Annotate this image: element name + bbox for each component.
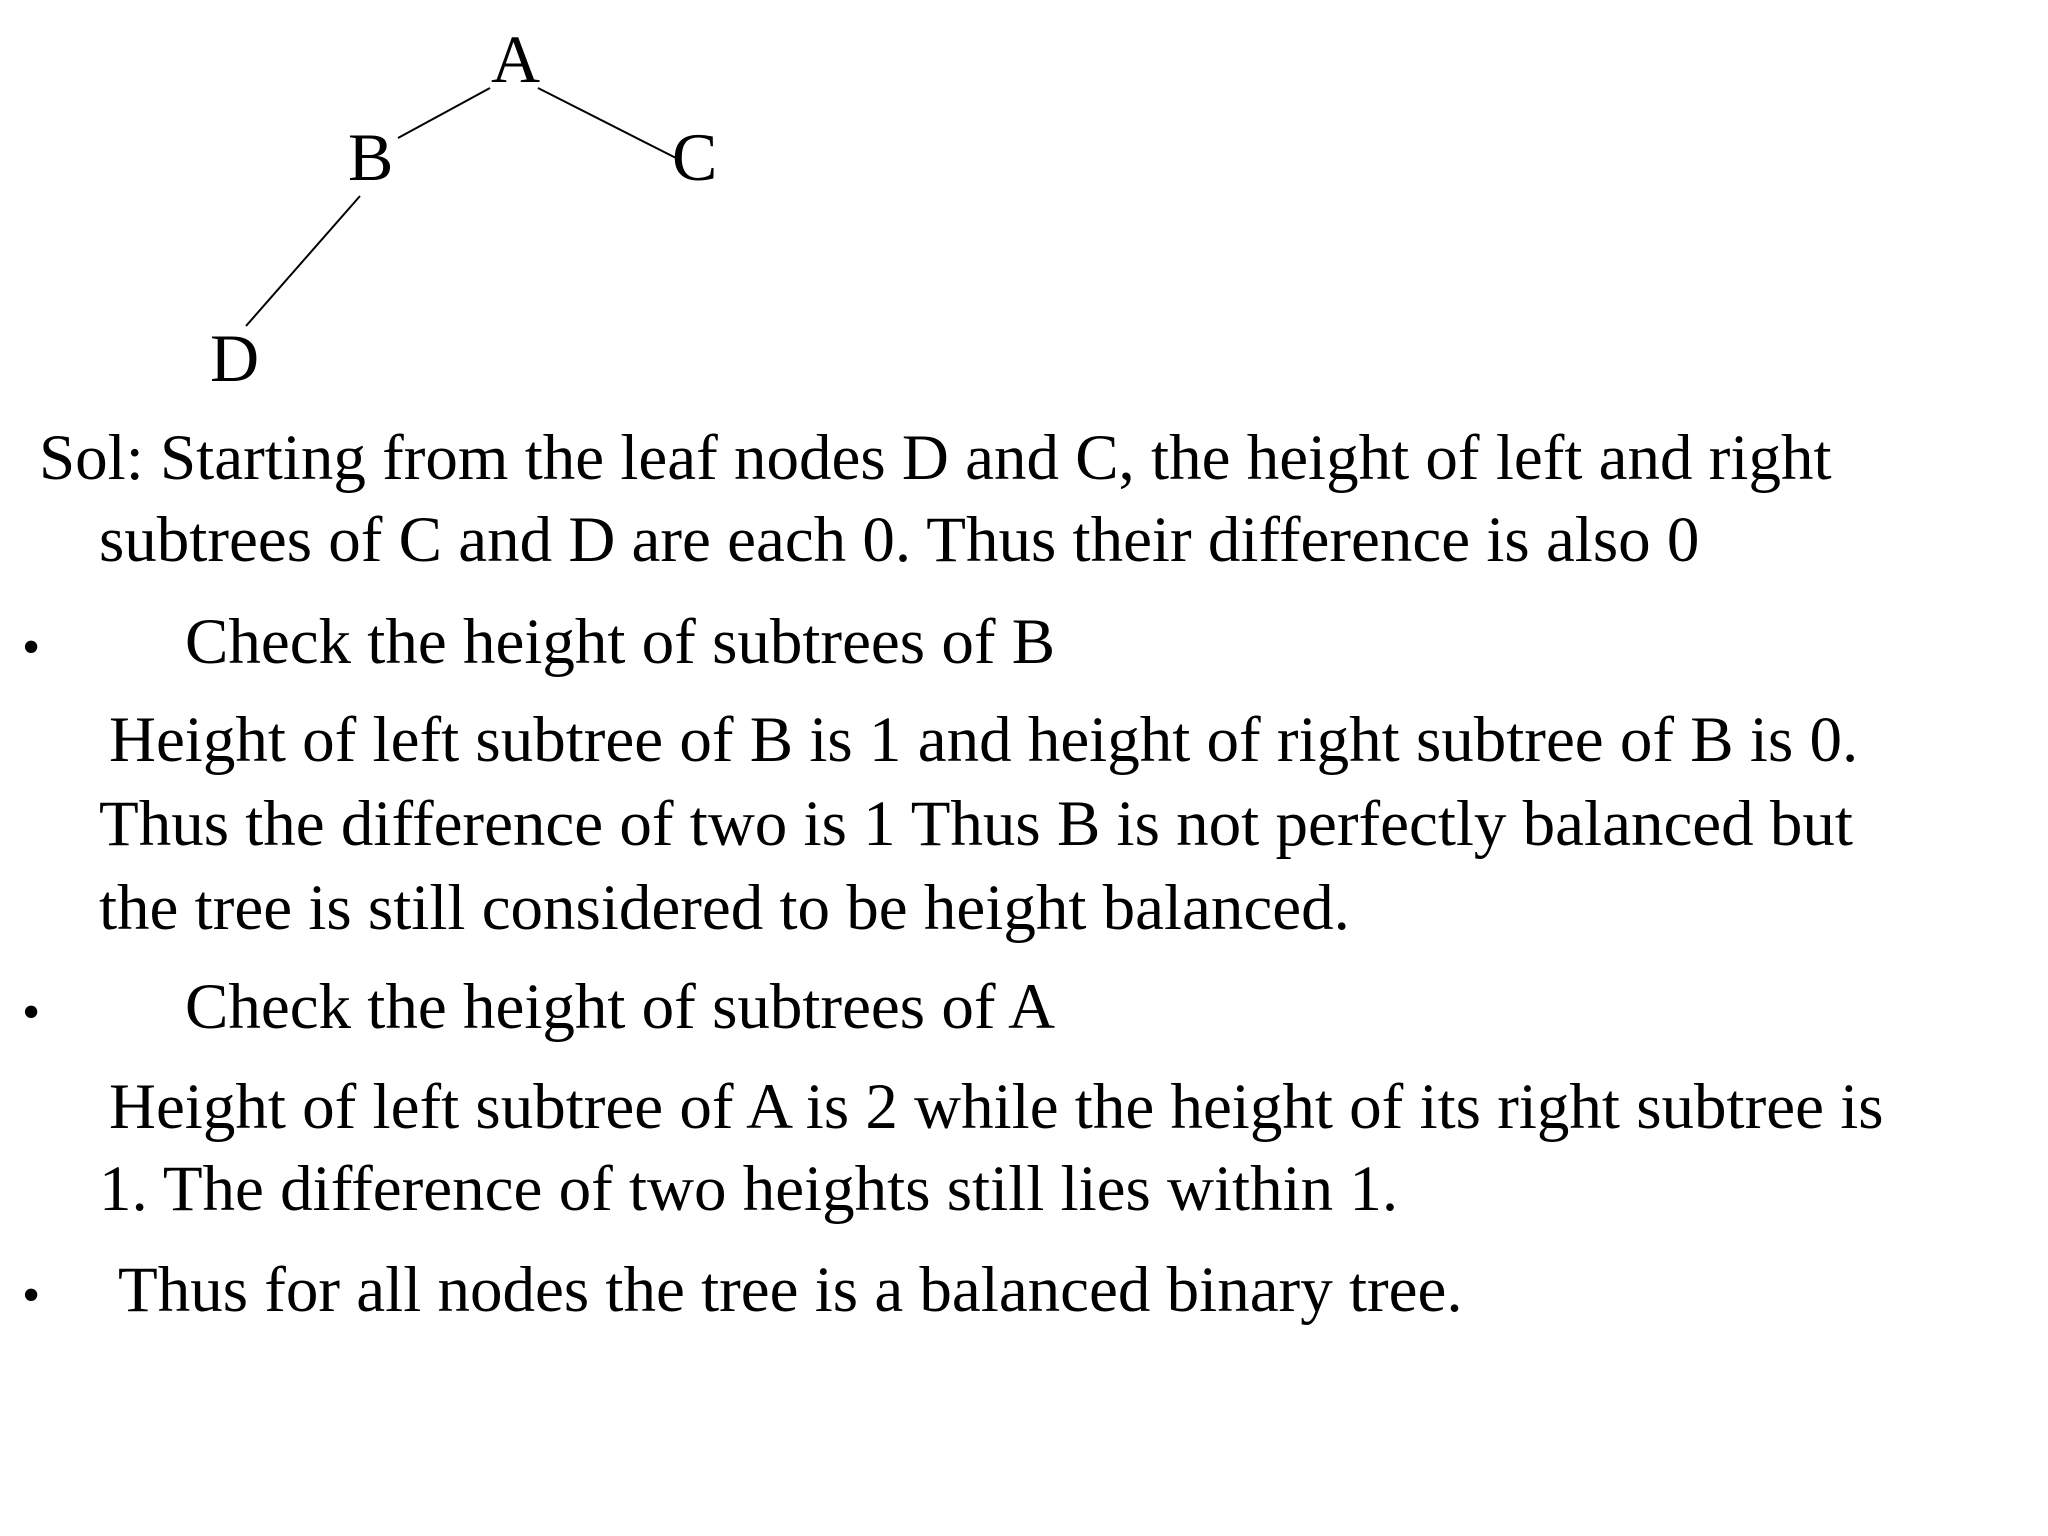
- node-c: C: [672, 119, 718, 195]
- check-subtrees-b: Check the height of subtrees of B: [185, 606, 1056, 678]
- explanation-b-line-1: Height of left subtree of B is 1 and height of right subtree of B is 0.: [109, 704, 1859, 776]
- explanation-b-line-2: Thus the difference of two is 1 Thus B is not perfectly balanced but: [99, 788, 1853, 860]
- bullet-marker: •: [22, 984, 41, 1041]
- explanation-a-line-1: Height of left subtree of A is 2 while the height of its right subtree is: [109, 1071, 1884, 1143]
- solution-intro-line-2: subtrees of C and D are each 0. Thus their difference is also 0: [99, 504, 1700, 576]
- solution-intro-line-1: Sol: Starting from the leaf nodes D and C, the height of left and right: [39, 422, 1832, 494]
- explanation-a-line-2: 1. The difference of two heights still lies within 1.: [99, 1153, 1399, 1225]
- binary-tree-diagram: [0, 0, 760, 400]
- bullet-marker: •: [22, 619, 41, 676]
- explanation-b-line-3: the tree is still considered to be height balanced.: [99, 872, 1350, 944]
- edge-a-c: [538, 88, 676, 158]
- check-subtrees-a: Check the height of subtrees of A: [185, 971, 1056, 1043]
- bullet-marker: •: [22, 1267, 41, 1324]
- node-a: A: [491, 21, 541, 97]
- edge-b-d: [246, 196, 360, 326]
- node-b: B: [348, 119, 394, 195]
- edge-a-b: [398, 88, 490, 138]
- conclusion-text: Thus for all nodes the tree is a balanced binary tree.: [118, 1254, 1463, 1326]
- node-d: D: [210, 320, 260, 396]
